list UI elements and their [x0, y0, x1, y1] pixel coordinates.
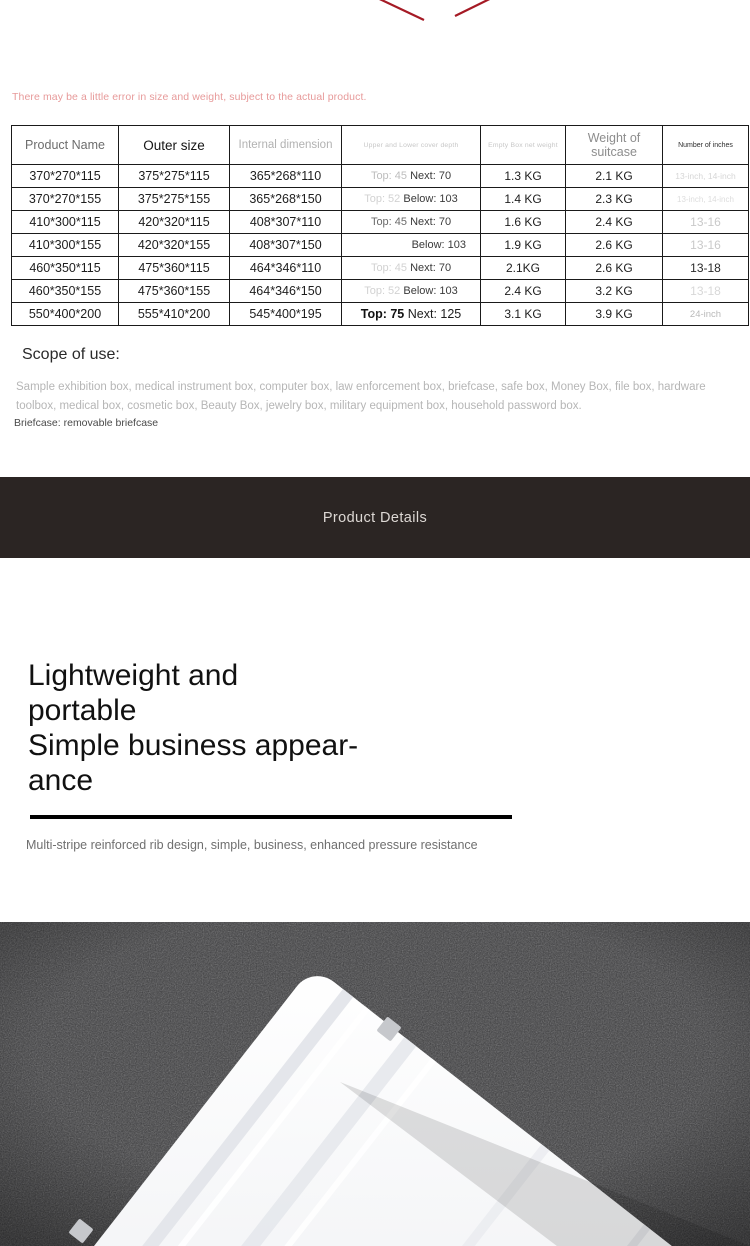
cell-suitcase-weight: 2.6 KG [566, 234, 663, 257]
headline-line-2: portable [28, 694, 137, 727]
scope-of-use-body: Sample exhibition box, medical instrument box, computer box, law enforcement box, briefcase, safe box, Money Box, file box, hardware toolbox, medical box, cosmetic box, Beauty Box, jewelry box, military equipment box, household password box. [16, 381, 706, 412]
headline-line-3: Simple business appear- [28, 729, 359, 762]
header-cover-depth: Upper and Lower cover depth [342, 126, 481, 165]
cell-inches: 13-inch, 14-inch [663, 165, 749, 188]
cell-outer-size: 375*275*155 [119, 188, 230, 211]
depth-next-value: Next: 70 [410, 262, 452, 274]
cell-cover-depth [342, 188, 481, 211]
cell-outer-size: 555*410*200 [119, 303, 230, 326]
header-outer-size: Outer size [119, 126, 230, 165]
cell-inches: 13-18 [663, 257, 749, 280]
depth-next-value: Next: 125 [407, 307, 462, 321]
scope-of-use-note: Briefcase: removable briefcase [14, 417, 159, 429]
depth-top-value: Top: 52 [364, 285, 401, 297]
cell-internal-dim: 408*307*150 [230, 234, 342, 257]
depth-next-value: Next: 70 [410, 170, 452, 182]
table-header-row [12, 126, 749, 165]
cell-suitcase-weight: 2.3 KG [566, 188, 663, 211]
cell-suitcase-weight: 3.9 KG [566, 303, 663, 326]
cell-internal-dim: 408*307*110 [230, 211, 342, 234]
cell-product-name: 370*270*115 [12, 165, 119, 188]
depth-next-value: Below: 103 [411, 239, 466, 251]
cell-inches: 13-18 [663, 280, 749, 303]
headline-line-1: Lightweight and [28, 659, 239, 692]
header-number-of-inches: Number of inches [663, 126, 749, 165]
depth-next-value: Below: 103 [403, 285, 458, 297]
cell-inches: 13-16 [663, 211, 749, 234]
depth-top-value: Top: 75 [360, 307, 405, 321]
scope-of-use-title: Scope of use: [22, 346, 120, 363]
cell-outer-size: 420*320*115 [119, 211, 230, 234]
cell-outer-size: 420*320*155 [119, 234, 230, 257]
cell-suitcase-weight: 2.4 KG [566, 211, 663, 234]
feature-subtitle: Multi-stripe reinforced rib design, simple, business, enhanced pressure resistance [26, 838, 478, 852]
cell-outer-size: 375*275*115 [119, 165, 230, 188]
cell-suitcase-weight: 2.6 KG [566, 257, 663, 280]
table-row [12, 211, 749, 234]
cell-cover-depth [342, 303, 481, 326]
table-row [12, 188, 749, 211]
size-error-disclaimer: There may be a little error in size and weight, subject to the actual product. [12, 91, 367, 103]
product-details-banner [0, 477, 750, 558]
depth-top-value: Top: 45 [370, 262, 408, 274]
feature-headline [28, 658, 498, 798]
cell-empty-weight: 2.4 KG [481, 280, 566, 303]
cell-product-name: 410*300*155 [12, 234, 119, 257]
cell-product-name: 460*350*115 [12, 257, 119, 280]
table-row [12, 165, 749, 188]
cell-cover-depth [342, 257, 481, 280]
cell-empty-weight: 3.1 KG [481, 303, 566, 326]
depth-next-value: Next: 70 [410, 216, 452, 228]
table-row [12, 234, 749, 257]
product-details-label: Product Details [322, 509, 428, 526]
cell-cover-depth [342, 280, 481, 303]
cell-cover-depth [342, 165, 481, 188]
table-row [12, 303, 749, 326]
cell-inches: 24-inch [663, 303, 749, 326]
header-product-name: Product Name [12, 126, 119, 165]
top-chevron-graphic [0, 0, 750, 36]
cell-suitcase-weight: 2.1 KG [566, 165, 663, 188]
headline-line-4: ance [28, 764, 94, 797]
depth-top-value: Top: 52 [364, 193, 401, 205]
headline-divider [30, 815, 512, 819]
header-empty-box-weight: Empty Box net weight [481, 126, 566, 165]
cell-suitcase-weight: 3.2 KG [566, 280, 663, 303]
depth-top-value: Top: 45 [370, 216, 408, 228]
cell-empty-weight: 1.4 KG [481, 188, 566, 211]
table-row [12, 280, 749, 303]
cell-cover-depth [342, 234, 481, 257]
cell-outer-size: 475*360*155 [119, 280, 230, 303]
cell-product-name: 460*350*155 [12, 280, 119, 303]
depth-next-value: Below: 103 [403, 193, 458, 205]
cell-empty-weight: 1.6 KG [481, 211, 566, 234]
cell-product-name: 370*270*155 [12, 188, 119, 211]
cell-internal-dim: 545*400*195 [230, 303, 342, 326]
cell-product-name: 410*300*115 [12, 211, 119, 234]
table-row [12, 257, 749, 280]
cell-outer-size: 475*360*115 [119, 257, 230, 280]
cell-empty-weight: 1.3 KG [481, 165, 566, 188]
cell-internal-dim: 365*268*150 [230, 188, 342, 211]
cell-inches: 13-inch, 14-inch [663, 188, 749, 211]
cell-empty-weight: 1.9 KG [481, 234, 566, 257]
cell-internal-dim: 365*268*110 [230, 165, 342, 188]
cell-internal-dim: 464*346*150 [230, 280, 342, 303]
cell-cover-depth [342, 211, 481, 234]
cell-product-name: 550*400*200 [12, 303, 119, 326]
depth-top-value: Top: 45 [370, 170, 408, 182]
cell-inches: 13-16 [663, 234, 749, 257]
product-photo [0, 922, 750, 1246]
specification-table [11, 125, 749, 326]
cell-empty-weight: 2.1KG [481, 257, 566, 280]
header-internal-dimension: Internal dimension [230, 126, 342, 165]
cell-internal-dim: 464*346*110 [230, 257, 342, 280]
header-suitcase-weight: Weight of suitcase [566, 126, 663, 165]
